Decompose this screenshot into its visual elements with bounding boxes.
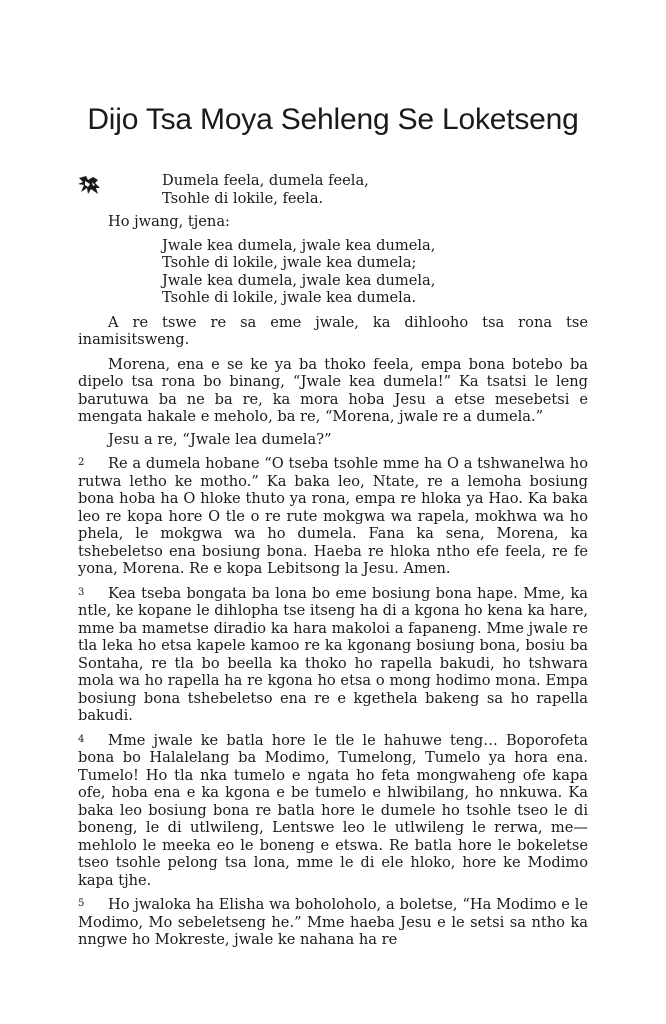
numbered-paragraph [78,585,588,725]
numbered-paragraph [78,455,588,578]
paragraph-text: Re a dumela hobane “O tseba tsohle mme ha O a tshwanelwa ho rutwa letho ke motho.” Ka baka leo, Ntate, re a lemoha bosiung bona hoba ha O hloke thuto ya rona, empa re hloka ya Hao. Ka baka leo re kopa hore O tle o re rute mokgwa wa rapela, mokhwa wa ho phela, le mokgwa wa ho dumela. Fana ka sena, Morena, ka tshebeletso ena bosiung bona. Haeba re hloka ntho efe feela, re fe yona, Morena. Re e kopa Lebitsong la Jesu. Amen. [78,455,588,577]
verse-block-2 [162,237,588,307]
verse-block-1 [162,172,588,207]
verse-line: Jwale kea dumela, jwale kea dumela, [162,271,436,289]
paragraph-number: 2 [78,457,85,468]
verse-line: Tsohle di lokile, jwale kea dumela; [162,254,417,271]
paragraph-text: Ho jwaloka ha Elisha wa boholoholo, a boletse, “Ha Modimo e le Modimo, Mo sebeletseng he.” Mme haeba Jesu e le setsi sa ntho ka nngwe ho Mokreste, jwale ke nahana ha re [78,896,588,948]
paragraph: Morena, ena e se ke ya ba thoko feela, empa bona botebo ba dipelo tsa rona bo binang, “Jwale kea dumela!” Ka tsatsi le leng barutuwa ba ne ba re, ka mora hoba Jesu a etse mesebetsi e mengata hakale e meholo, ba re, “Morena, jwale re a dumela.” [78,355,588,425]
verse-line: Dumela feela, dumela feela, [162,172,369,189]
numbered-paragraph [78,732,588,890]
paragraph: A re tswe re sa eme jwale, ka dihlooho tsa rona tse inamisitsweng. [78,313,588,348]
page-title: Dijo Tsa Moya Sehleng Se Loketseng [87,103,579,136]
paragraph-number: 5 [78,898,85,909]
paragraph-text: Kea tseba bongata ba lona bo eme bosiung bona hape. Mme, ka ntle, ke kopane le dihlopha tse itseng ha di a kgona ho kena ka hare, mme ba mametse diradio ka hara makoloi a fapaneng. Mme jwale re tla leka ho etsa kapele kamoo re ka kgonang bosiung bona, bosiu ba Sontaha, re tla bo beella ka thoko ho rapella bakudi, ho tshwara mola wa ho rapella ha re kgona ho etsa o mong hodimo mona. Empa bosiung bona tshebeletso ena re e kgethela bakeng sa ho rapella bakudi. [78,584,588,724]
paragraph-number: 4 [78,733,85,745]
verse-line: Tsohle di lokile, jwale kea dumela. [162,289,417,306]
paragraph-text: Mme jwale ke batla hore le tle le hahuwe teng… Boporofeta bona bo Halalelang ba Modimo, Tumelong, Tumelo ya hora ena. Tumelo! Ho tla nka tumelo e ngata ho feta mongwaheng ofe kapa ofe, hoba ena e ka kgona e be tumelo e hlwibilang, ho nnkuwa. Ka baka leo bosiung bona re batla hore le dumele ho tsohle tseo le di boneng, le di utlwileng, Lentswe leo le utlwileng le rerwa, me—mehlolo le meeka eo le boneng e etswa. Re batla hore le bokeletse tseo tsohle pelong tsa lona, mme le di ele hloko, hore ke Modimo kapa tjhe. [78,731,588,889]
intro-line: Ho jwang, tjena: [108,213,230,230]
paragraph: Jesu a re, “Jwale lea dumela?” [108,430,332,448]
body-text [78,172,588,949]
paragraph-number: 3 [78,586,85,598]
numbered-paragraph [78,896,588,949]
verse-line: Jwale kea dumela, jwale kea dumela, [162,236,436,254]
verse-line: Tsohle di lokile, feela. [162,189,324,207]
